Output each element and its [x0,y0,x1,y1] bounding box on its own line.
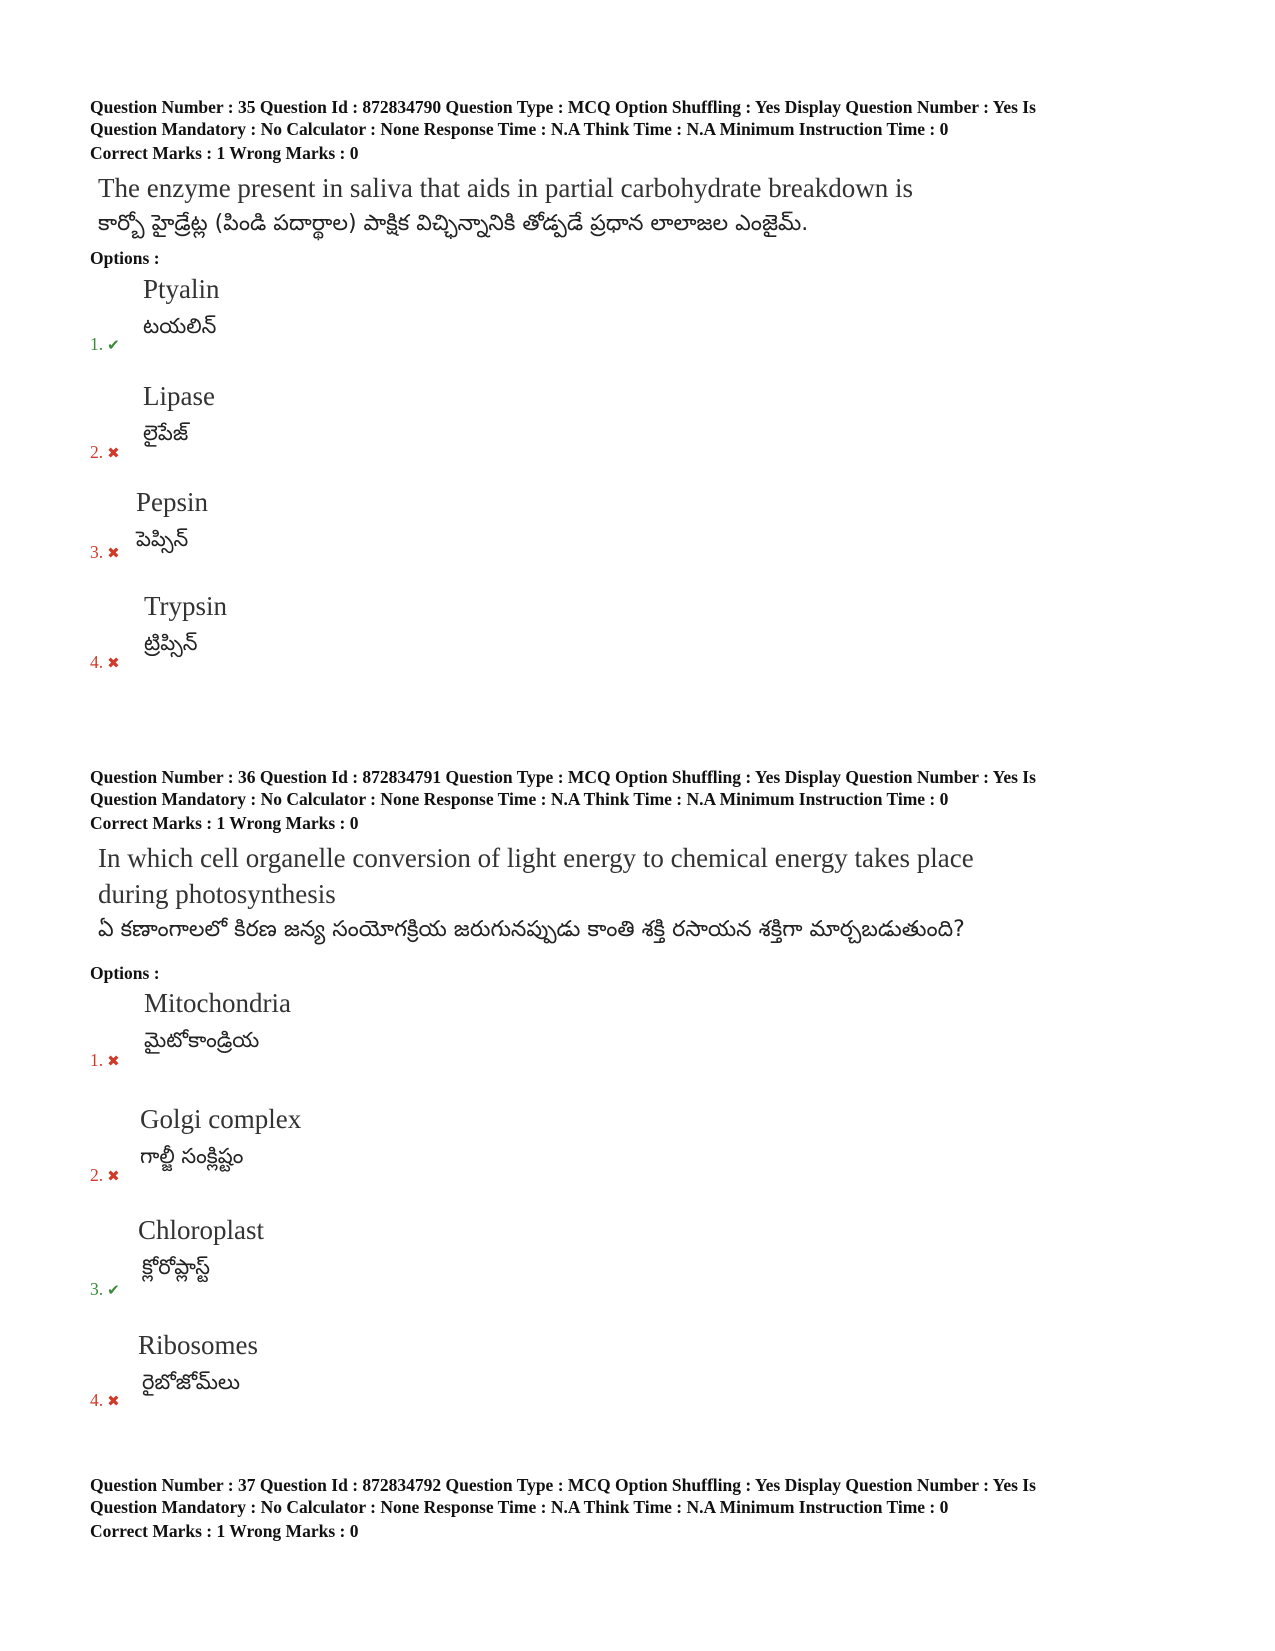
question-36-text [98,840,1158,948]
option-number [90,334,120,355]
option-number-label: 1. [90,334,104,354]
cross-icon: ✖ [107,1392,120,1410]
options-label: Options : [90,963,160,983]
question-text-english: The enzyme present in saliva that aids in partial carbohydrate breakdown is [98,173,913,203]
question-37-meta [90,1474,1200,1518]
option-number [90,442,120,463]
option-number-label: 4. [90,1390,104,1410]
check-icon: ✔ [107,336,120,354]
option-number [90,1050,120,1071]
option-text-telugu: మైటోకాండ్రియ [144,1028,260,1052]
cross-icon: ✖ [107,444,120,462]
option-text-english: Mitochondria [144,988,291,1018]
option-number-label: 4. [90,652,104,672]
option-text-english: Trypsin [144,591,228,621]
question-35-text [98,170,1158,242]
option-text-telugu: లైపేజ్ [143,421,189,445]
option-number-label: 2. [90,1165,104,1185]
question-text-english: during photosynthesis [98,879,336,909]
options-label: Options : [90,248,160,268]
question-35-marks: Correct Marks : 1 Wrong Marks : 0 [90,143,359,163]
meta-line: Question Number : 36 Question Id : 872834791 Question Type : MCQ Option Shuffling : Yes Display Question Number : Yes Is [90,767,1036,787]
meta-line: Question Number : 37 Question Id : 872834792 Question Type : MCQ Option Shuffling : Yes Display Question Number : Yes Is [90,1475,1036,1495]
question-text-telugu: కార్బో హైడ్రేట్ల (పిండి పదార్థాల) పాక్షిక విచ్ఛిన్నానికి తోడ్పడే ప్రధాన లాలాజల ఎంజైమ్. [98,211,809,236]
option-number [90,1390,120,1411]
cross-icon: ✖ [107,544,120,562]
option-text-telugu: గాల్జీ సంక్లిష్టం [140,1144,244,1168]
question-36-marks: Correct Marks : 1 Wrong Marks : 0 [90,813,359,833]
option-number [90,1279,120,1300]
option-text-english: Lipase [143,381,215,411]
option-text-telugu: క్లోరోప్లాస్ట్ [142,1255,210,1279]
option-number-label: 3. [90,1279,104,1299]
option-text-english: Chloroplast [138,1215,264,1245]
meta-line: Question Mandatory : No Calculator : None Response Time : N.A Think Time : N.A Minimum Instruction Time : 0 [90,119,949,139]
cross-icon: ✖ [107,654,120,672]
cross-icon: ✖ [107,1052,120,1070]
option-text-telugu: పెప్సిన్ [136,527,189,551]
question-36-meta [90,766,1200,810]
question-text-telugu: ఏ కణాంగాలలో కిరణ జన్య సంయోగక్రియ జరుగునప్పుడు కాంతి శక్తి రసాయన శక్తిగా మార్చబడుతుంది? [98,917,965,942]
option-text-telugu: రైబోజోమ్‌లు [142,1370,241,1394]
option-text-telugu: ట్రిప్సిన్ [144,631,198,655]
option-number-label: 3. [90,542,104,562]
option-number [90,652,120,673]
option-text-english: Golgi complex [140,1104,302,1134]
option-text-telugu: టయలిన్ [143,314,217,338]
meta-line: Question Mandatory : No Calculator : None Response Time : N.A Think Time : N.A Minimum Instruction Time : 0 [90,789,949,809]
meta-line: Question Mandatory : No Calculator : None Response Time : N.A Think Time : N.A Minimum Instruction Time : 0 [90,1497,949,1517]
option-text-english: Ptyalin [143,274,220,304]
question-35-meta [90,96,1200,140]
option-number-label: 2. [90,442,104,462]
option-text-english: Ribosomes [138,1330,259,1360]
check-icon: ✔ [107,1281,120,1299]
option-number-label: 1. [90,1050,104,1070]
meta-line: Question Number : 35 Question Id : 872834790 Question Type : MCQ Option Shuffling : Yes Display Question Number : Yes Is [90,97,1036,117]
option-number [90,542,120,563]
option-text-english: Pepsin [136,487,209,517]
cross-icon: ✖ [107,1167,120,1185]
question-text-english: In which cell organelle conversion of light energy to chemical energy takes place [98,843,974,873]
question-37-marks: Correct Marks : 1 Wrong Marks : 0 [90,1521,359,1541]
option-number [90,1165,120,1186]
